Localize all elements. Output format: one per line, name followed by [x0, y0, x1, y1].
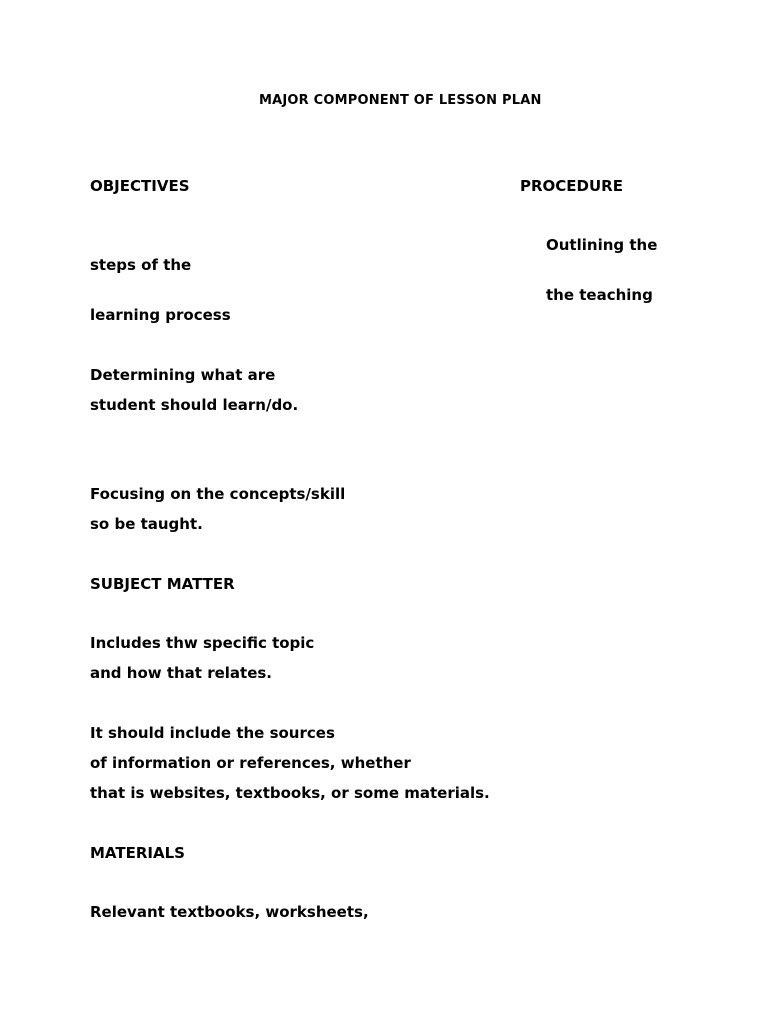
materials-heading: MATERIALS [90, 844, 185, 862]
procedure-line-1: Outlining the [546, 236, 658, 254]
subject-matter-line-1: Includes thw specific topic [90, 634, 315, 652]
subject-matter-line-2: and how that relates. [90, 664, 272, 682]
objectives-line-2: learning process [90, 306, 231, 324]
objectives-line-6: so be taught. [90, 515, 203, 533]
materials-line-1: Relevant textbooks, worksheets, [90, 903, 369, 921]
procedure-heading: PROCEDURE [520, 177, 623, 195]
subject-matter-line-4: of information or references, whether [90, 754, 411, 772]
procedure-line-2: the teaching [546, 286, 653, 304]
objectives-line-4: student should learn/do. [90, 396, 299, 414]
subject-matter-heading: SUBJECT MATTER [90, 575, 235, 593]
objectives-line-5: Focusing on the concepts/skill [90, 485, 346, 503]
subject-matter-line-5: that is websites, textbooks, or some materials. [90, 784, 490, 802]
objectives-heading: OBJECTIVES [90, 177, 190, 195]
document-title: MAJOR COMPONENT OF LESSON PLAN [259, 93, 542, 108]
objectives-line-1: steps of the [90, 256, 192, 274]
subject-matter-line-3: It should include the sources [90, 724, 335, 742]
objectives-line-3: Determining what are [90, 366, 276, 384]
